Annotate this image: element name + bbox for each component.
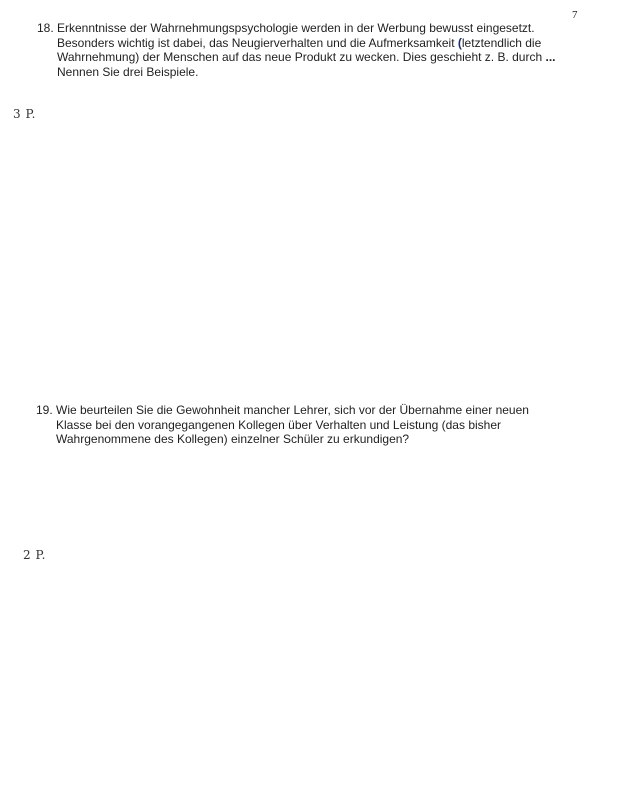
question-18 [37, 21, 597, 85]
question-line-segment: letztendlich die [461, 35, 542, 50]
ellipsis: ... [545, 50, 556, 64]
points-label: 3 P. [13, 107, 36, 121]
question-line [57, 36, 556, 51]
question-line-segment: Besonders wichtig ist dabei, das Neugierverhalten und die Aufmerksamkeit [57, 35, 455, 50]
question-text [57, 21, 556, 79]
question-line-segment: Wahrnehmung) der Menschen auf das neue Produkt zu wecken. Dies geschieht z. B. durch [57, 50, 543, 64]
question-line: Klasse bei den vorangegangenen Kollegen über Verhalten und Leistung (das bisher [56, 417, 501, 432]
question-line: Erkenntnisse der Wahrnehmungspsychologie werden in der Werbung bewusst eingesetzt. [57, 21, 535, 35]
handwritten-parenthesis: ( [457, 35, 462, 50]
question-line: Wahrgenommene des Kollegen) einzelner Schüler zu erkundigen? [56, 432, 410, 446]
question-line: Nennen Sie drei Beispiele. [57, 64, 199, 79]
question-line: Wie beurteilen Sie die Gewohnheit mancher Lehrer, sich vor der Übernahme einer neuen [56, 403, 529, 417]
question-19 [36, 403, 596, 451]
question-number: 19. [36, 403, 53, 417]
question-text [56, 403, 529, 447]
answer-space[interactable] [60, 120, 580, 390]
question-number: 18. [37, 21, 54, 35]
page-number: 7 [572, 9, 578, 21]
question-line [57, 50, 556, 65]
answer-space[interactable] [60, 460, 580, 780]
points-label: 2 P. [23, 548, 46, 562]
